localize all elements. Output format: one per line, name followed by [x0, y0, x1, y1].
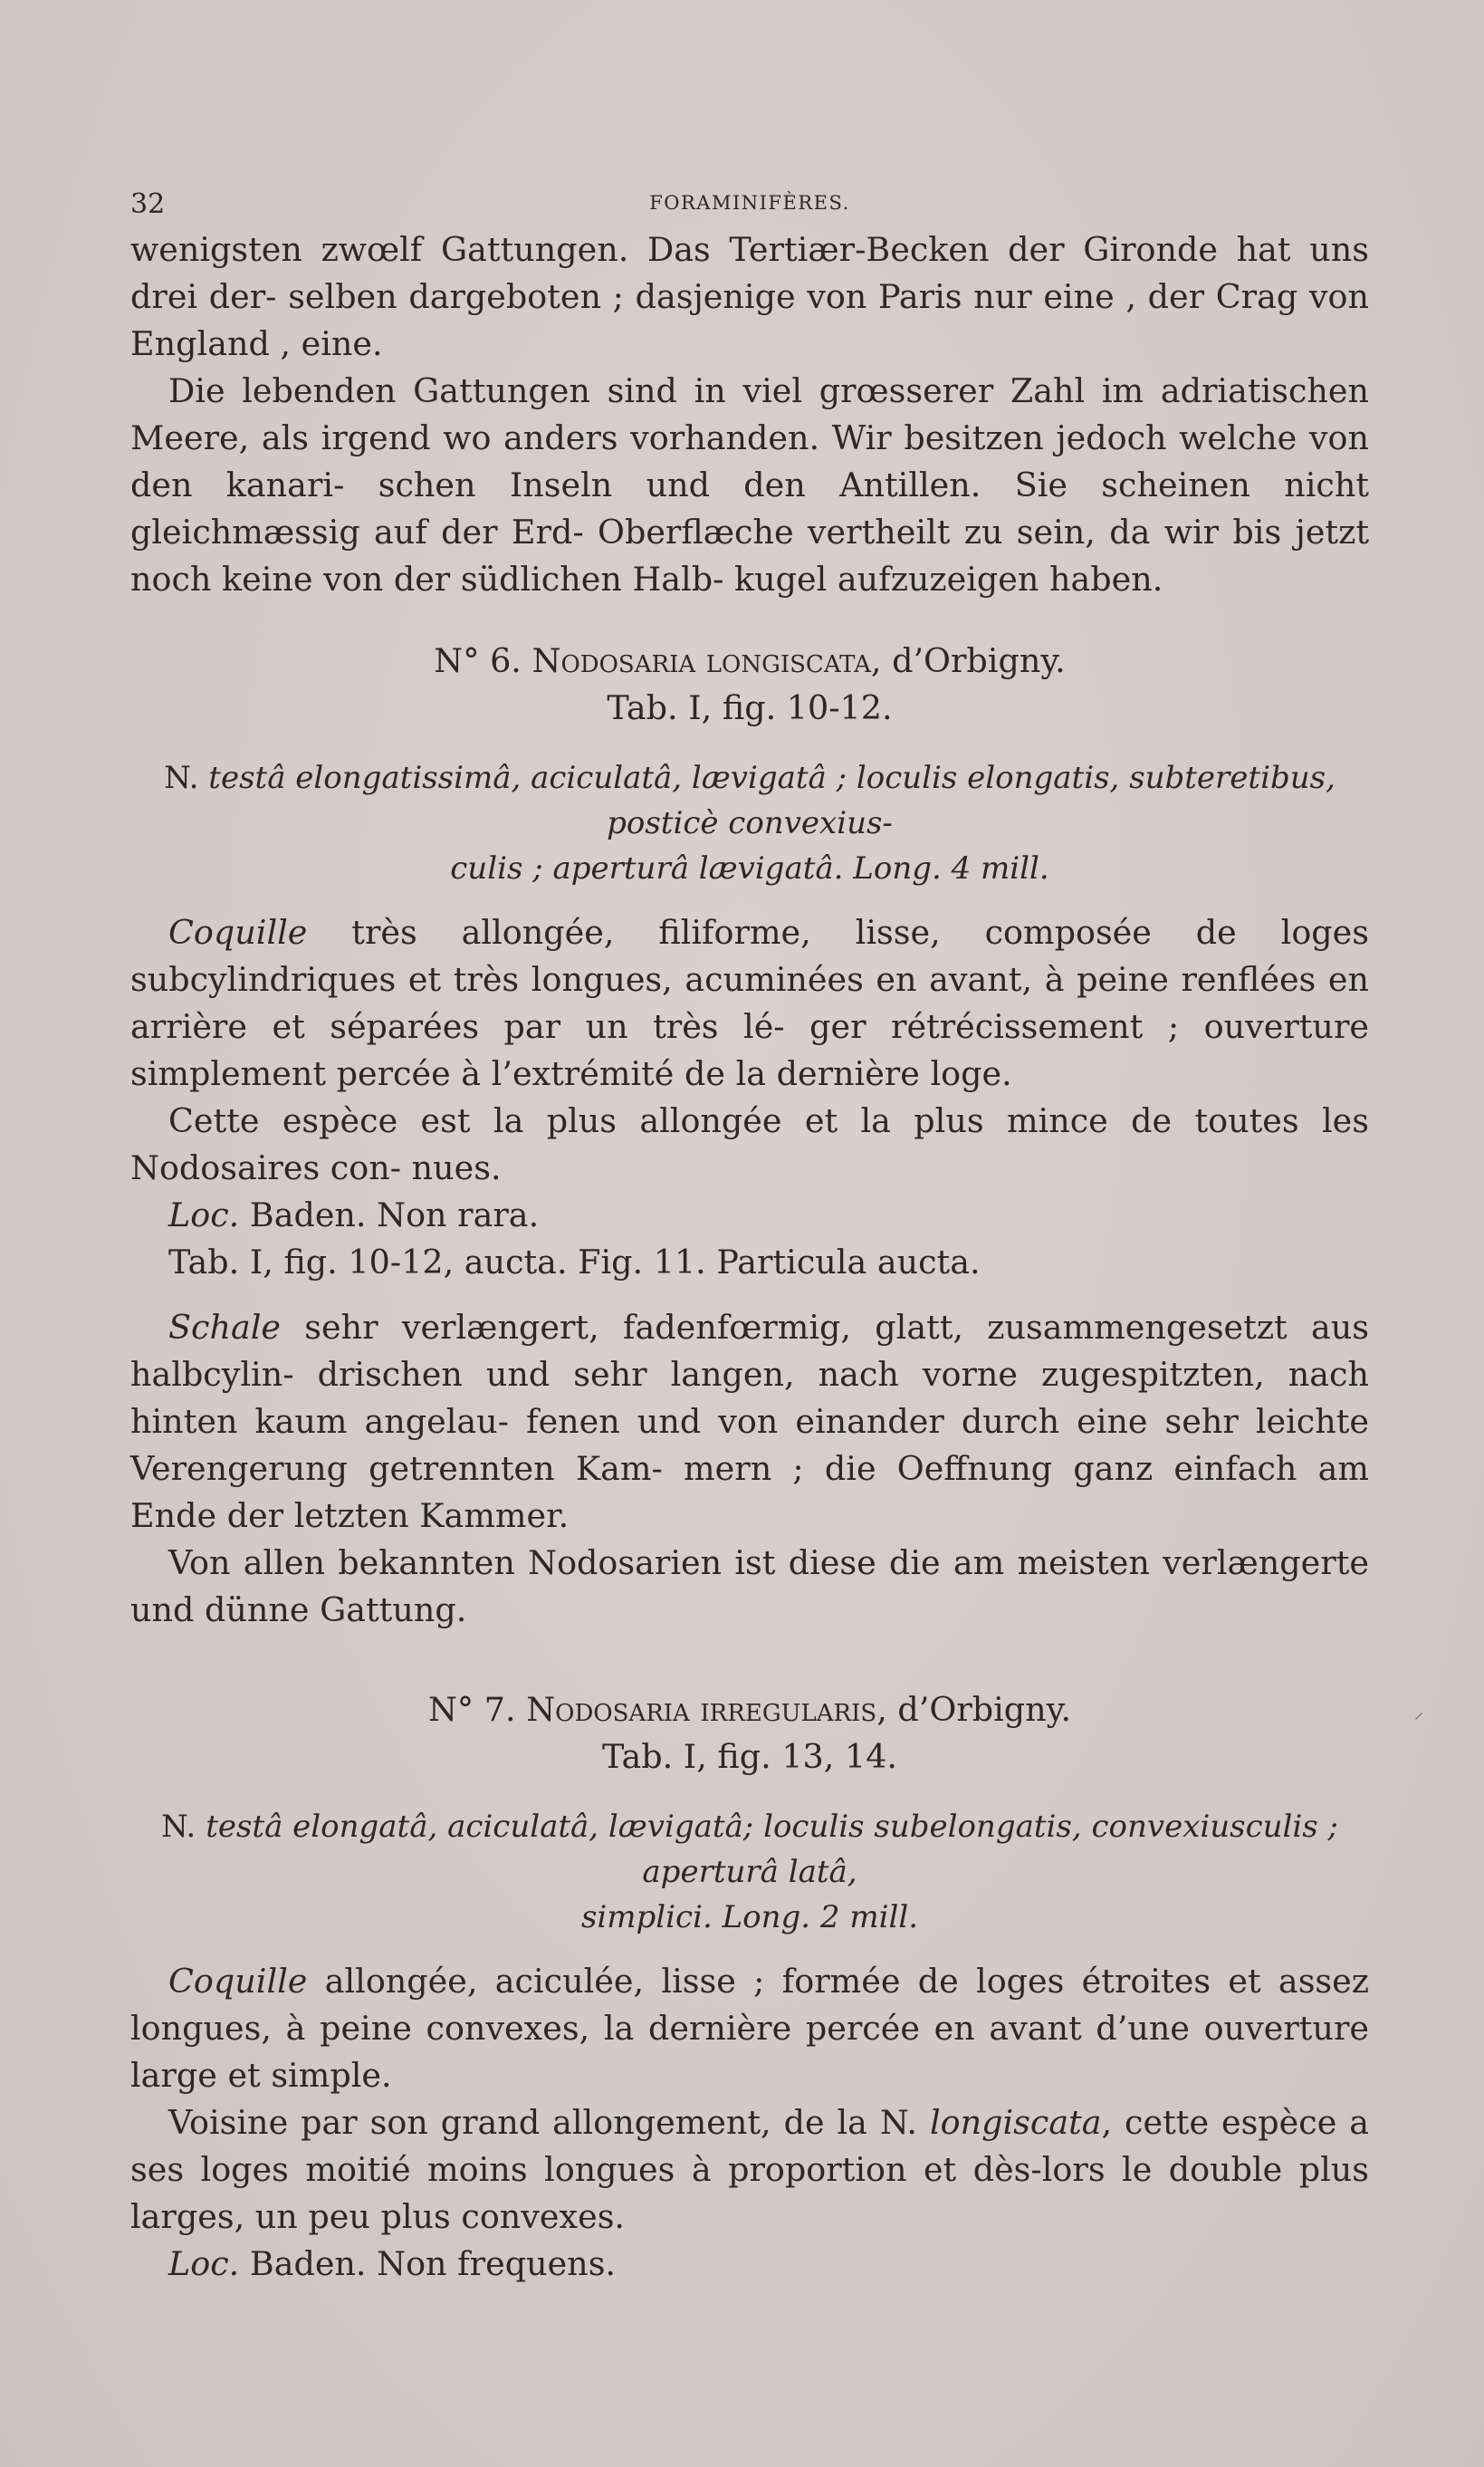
- text-line: Von allen bekannten Nodosarien ist diese die am meisten verlængerte und: [130, 1543, 1369, 1629]
- species-heading: [130, 1686, 1369, 1781]
- text-line: als irgend wo anders vorhanden. Wir besitzen jedoch welche von den kanari-: [130, 418, 1369, 504]
- text-line: allongée, aciculée, lisse ; formée de loges étroites et assez longues, à: [130, 1962, 1369, 2048]
- text-line: schen Inseln und den Antillen. Sie scheinen nicht gleichmæssig auf der Erd-: [130, 466, 1369, 552]
- species-author: d’Orbigny.: [897, 1690, 1072, 1729]
- diagnosis-line: testâ elongatissimâ, aciculatâ, lævigatâ ; loculis elongatis, subteretibus, posticè convexius-: [208, 760, 1336, 841]
- text-line: peine convexes, la dernière percée en avant d’une ouverture large et simple.: [130, 2009, 1370, 2095]
- locality-text: Baden. Non rara.: [239, 1195, 540, 1234]
- term-coquille: Coquille: [168, 1962, 308, 2001]
- diagnosis-line: culis ; aperturâ lævigatâ. Long. 4 mill.: [450, 850, 1049, 887]
- intro-text: [130, 226, 1369, 603]
- running-title: FORAMINIFÈRES.: [649, 192, 850, 214]
- text-line: wenigsten zwœlf Gattungen. Das Tertiær-Becken der Gironde hat uns drei der-: [130, 230, 1369, 316]
- french-description: [130, 909, 1369, 1098]
- text-line: dünne Gattung.: [205, 1590, 467, 1629]
- locality: [130, 2241, 1369, 2288]
- german-description: [130, 1304, 1369, 1540]
- text-line: convexes.: [461, 2197, 626, 2236]
- german-remark: [130, 1540, 1369, 1634]
- text-line: Cette espèce est la plus allongée et la plus mince de toutes les Nodosaires con-: [130, 1101, 1369, 1187]
- species-number: N° 7.: [427, 1690, 516, 1729]
- term-schale: Schale: [168, 1308, 281, 1347]
- diagnosis-lead: N.: [164, 760, 199, 796]
- text-line: fenen und von einander durch eine sehr leichte Verengerung getrennten Kam-: [130, 1402, 1369, 1488]
- locality: [130, 1192, 1369, 1239]
- remark-start: Voisine par son grand allongement, de la N.: [168, 2103, 930, 2142]
- book-page: [130, 181, 1369, 2288]
- plate-reference: Tab. I, fig. 10-12.: [607, 688, 893, 727]
- text-line: nues.: [411, 1148, 502, 1187]
- french-description: [130, 1958, 1369, 2099]
- diagnosis-lead: N.: [160, 1809, 196, 1845]
- intro-paragraph-1: [130, 226, 1369, 368]
- figure-reference: Tab. I, fig. 10-12, aucta. Fig. 11. Particula aucta.: [168, 1243, 981, 1281]
- species-heading: [130, 638, 1369, 732]
- running-head: [130, 181, 1369, 220]
- remark-end: , cette espèce a ses loges: [130, 2103, 1369, 2189]
- text-line: Oberflæche vertheilt zu sein, da wir bis jetzt noch keine von der südlichen Halb-: [130, 513, 1369, 599]
- margin-mark: ⸝: [1414, 1701, 1423, 1723]
- text-line: longues, acuminées en avant, à peine renflées en arrière et séparées par un très lé-: [130, 960, 1369, 1046]
- text-line: selben dargeboten ; dasjenige von Paris nur eine , der Crag von England , eine.: [130, 277, 1369, 363]
- text-line: moitié moins longues à proportion et dès-lors le double plus larges, un peu plus: [130, 2150, 1370, 2236]
- text-line: Die lebenden Gattungen sind in viel grœsserer Zahl im adriatischen Meere,: [130, 371, 1369, 457]
- locality-text: Baden. Non frequens.: [239, 2244, 617, 2283]
- latin-diagnosis: [130, 1804, 1369, 1940]
- page-number: 32: [130, 188, 166, 220]
- term-longiscata: longiscata: [929, 2103, 1102, 2142]
- species-title: [130, 638, 1369, 685]
- species-title: [130, 1686, 1369, 1733]
- text-line: mern ; die Oeffnung ganz einfach am Ende der letzten Kammer.: [130, 1449, 1369, 1535]
- latin-diagnosis: [130, 755, 1369, 891]
- species-name: Nodosaria irregularis,: [526, 1690, 887, 1729]
- text-line: ger rétrécissement ; ouverture simplement percée à l’extrémité de la dernière loge.: [130, 1007, 1369, 1093]
- french-remark: [130, 2099, 1369, 2241]
- species-name: Nodosaria longiscata,: [531, 641, 882, 680]
- text-line: très allongée, filiforme, lisse, composée de loges subcylindriques et très: [130, 913, 1369, 999]
- french-remark: [130, 1098, 1369, 1192]
- species-author: d’Orbigny.: [892, 641, 1066, 680]
- text-line: sehr verlængert, fadenfœrmig, glatt, zusammengesetzt aus halbcylin-: [130, 1308, 1369, 1394]
- text-line: kugel aufzuzeigen haben.: [734, 560, 1163, 599]
- species-number: N° 6.: [434, 641, 522, 680]
- text-line: drischen und sehr langen, nach vorne zugespitzten, nach hinten kaum angelau-: [130, 1355, 1370, 1441]
- term-coquille: Coquille: [168, 913, 308, 952]
- intro-paragraph-2: [130, 368, 1369, 603]
- locality-label: Loc.: [168, 1195, 240, 1234]
- species-description: [130, 1958, 1369, 2288]
- diagnosis-line: simplici. Long. 2 mill.: [580, 1899, 919, 1935]
- species-description: [130, 909, 1369, 1634]
- plate-reference: Tab. I, fig. 13, 14.: [601, 1737, 898, 1776]
- locality-label: Loc.: [168, 2244, 240, 2283]
- diagnosis-line: testâ elongatâ, aciculatâ, lævigatâ; loculis subelongatis, convexiusculis ; aperturâ latâ,: [206, 1809, 1338, 1890]
